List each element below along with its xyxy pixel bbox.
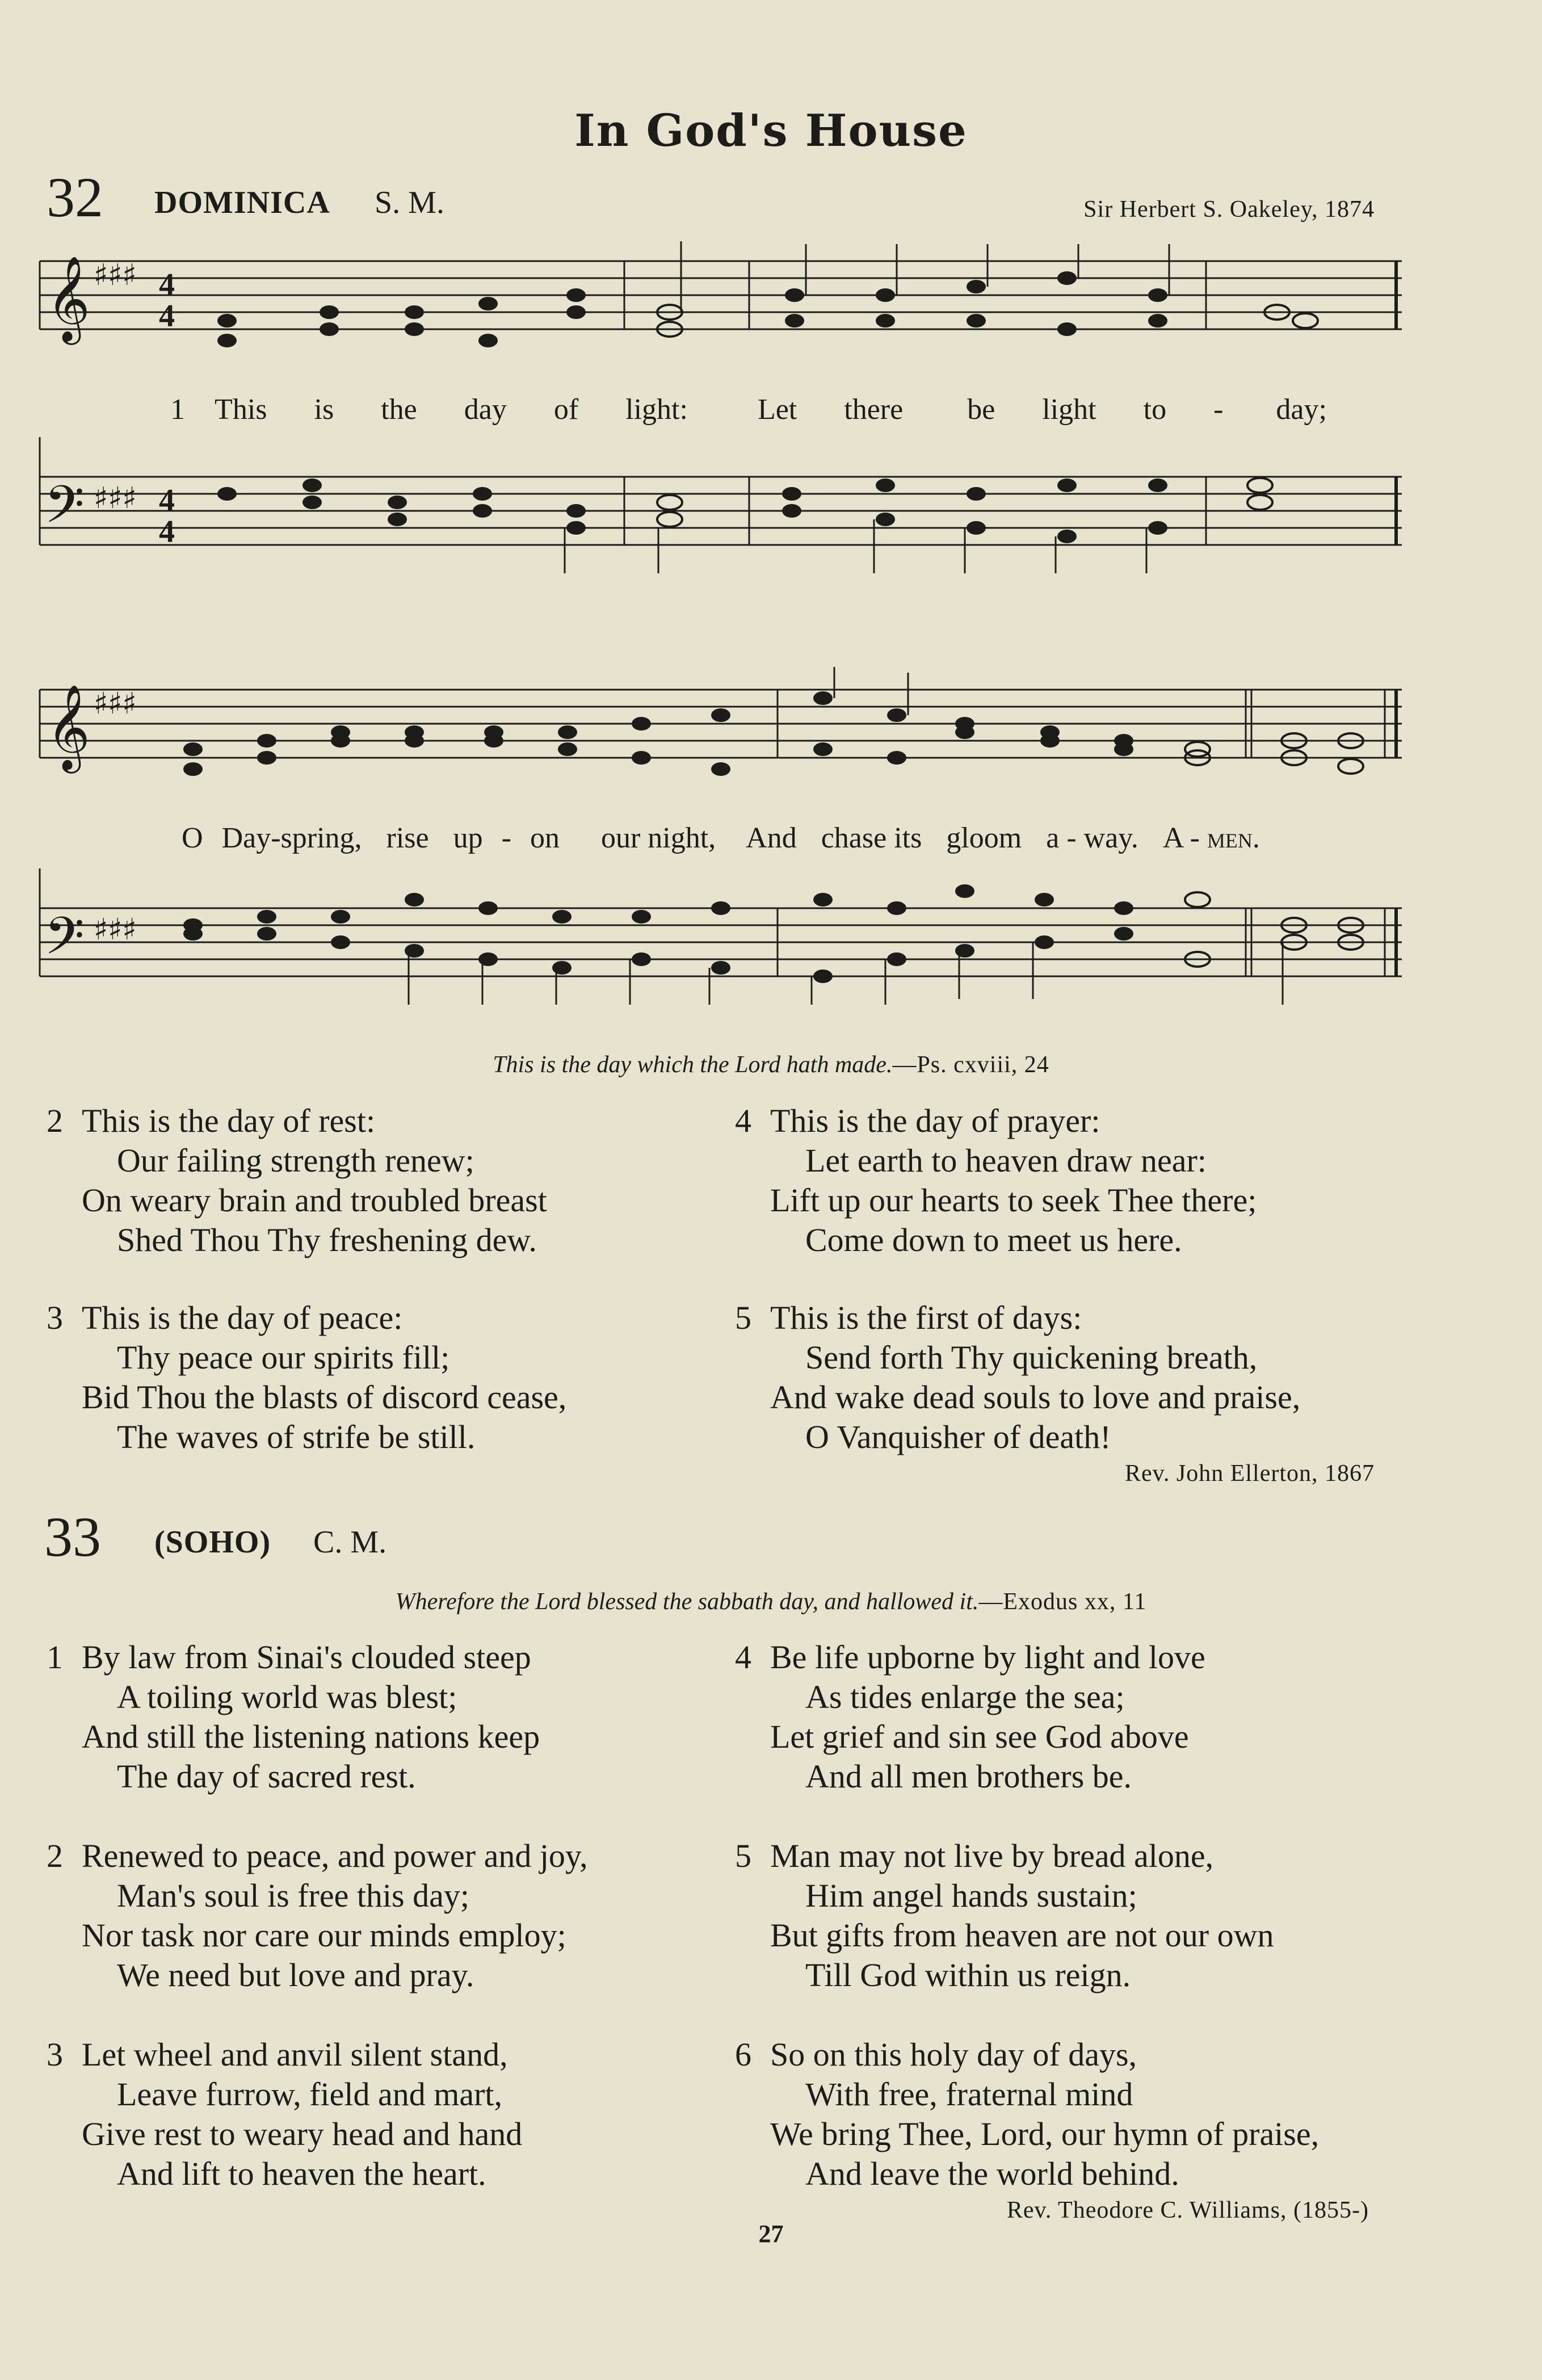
lyric-syllable: up <box>453 822 483 854</box>
svg-text:♯♯♯: ♯♯♯ <box>94 913 137 947</box>
verse-line: Leave furrow, field and mart, <box>117 2076 503 2113</box>
verse-line: This is the first of days: <box>770 1299 1082 1336</box>
verse-line: O Vanquisher of death! <box>805 1418 1111 1455</box>
svg-text:♯♯♯: ♯♯♯ <box>94 258 137 292</box>
lyric-syllable: gloom <box>946 822 1022 854</box>
verse-line: Renewed to peace, and power and joy, <box>82 1837 588 1874</box>
verse-line: Be life upborne by light and love <box>770 1639 1205 1676</box>
hymn-32-verse-2 <box>47 1101 547 1260</box>
verse-line: With free, fraternal mind <box>805 2076 1133 2113</box>
lyric-syllable: the <box>381 393 417 426</box>
hymn-33-verse-3 <box>47 2035 522 2194</box>
verse-line: But gifts from heaven are not our own <box>770 1917 1274 1954</box>
hymn-32-verse-3 <box>47 1298 566 1457</box>
hymn-33-verse-2 <box>47 1836 588 1995</box>
verse-line: The day of sacred rest. <box>117 1758 416 1795</box>
hymn-32-lyrics-line-2 <box>182 821 1260 855</box>
lyric-syllable: be <box>967 393 995 426</box>
svg-text:4: 4 <box>159 483 175 518</box>
verse-line: Send forth Thy quickening breath, <box>805 1339 1258 1376</box>
verse-line: As tides enlarge the sea; <box>805 1678 1125 1715</box>
verse-line: Let earth to heaven draw near: <box>805 1142 1207 1179</box>
lyric-syllable: light: <box>625 393 688 426</box>
verse-line: On weary brain and troubled breast <box>82 1182 547 1219</box>
system-1-treble-staff <box>0 238 1542 375</box>
hymn-33-verse-5 <box>735 1836 1274 1995</box>
verse-line: The waves of strife be still. <box>117 1418 476 1455</box>
verse-line: By law from Sinai's clouded steep <box>82 1639 531 1676</box>
hymn-33-verse-4 <box>735 1638 1205 1796</box>
verse-line: A toiling world was blest; <box>117 1678 457 1715</box>
lyric-syllable: A - men. <box>1162 822 1260 854</box>
verse-number: 6 <box>735 2036 751 2073</box>
verse-line: Shed Thou Thy freshening dew. <box>117 1222 537 1258</box>
lyric-syllable: chase its <box>821 822 922 854</box>
hymn-33-meter: C. M. <box>313 1525 387 1560</box>
hymn-33-tune-name: (SOHO) <box>154 1525 271 1560</box>
hymn-32-scripture <box>0 1051 1542 1078</box>
verse-line: Nor task nor care our minds employ; <box>82 1917 566 1954</box>
lyric-syllable: of <box>553 393 579 426</box>
hymn-32-verse-4 <box>735 1101 1257 1260</box>
svg-text:𝄢: 𝄢 <box>44 906 85 979</box>
lyric-syllable: our night, <box>600 822 716 854</box>
verse-line: Man may not live by bread alone, <box>770 1837 1214 1874</box>
svg-text:♯♯♯: ♯♯♯ <box>94 687 137 721</box>
running-title: In God's House <box>574 105 968 157</box>
hymn-32-author: Rev. John Ellerton, 1867 <box>1124 1460 1375 1487</box>
lyric-syllable: Let <box>757 393 797 426</box>
hymn-33-verse-1 <box>47 1638 540 1796</box>
verse-number: 4 <box>735 1102 751 1139</box>
verse-line: This is the day of rest: <box>82 1102 376 1139</box>
svg-text:𝄞: 𝄞 <box>47 255 90 341</box>
scripture-text: Wherefore the Lord blessed the sabbath day, and hallowed it. <box>395 1589 979 1615</box>
lyric-syllable: there <box>844 393 904 426</box>
hymn-32-tune-name: DOMINICA <box>154 185 330 220</box>
hymn-32-lyrics-line-1 <box>170 393 1327 426</box>
hymn-32-verse-5 <box>735 1298 1300 1457</box>
verse-line: Let wheel and anvil silent stand, <box>82 2036 508 2073</box>
verse-line: Thy peace our spirits fill; <box>117 1339 450 1376</box>
hymn-33-author: Rev. Theodore C. Williams, (1855-) <box>1006 2197 1369 2223</box>
verse-line: Let grief and sin see God above <box>770 1718 1189 1755</box>
hymn-33-verse-6 <box>735 2035 1319 2194</box>
verse-line: Our failing strength renew; <box>117 1142 474 1179</box>
lyric-syllable: - <box>501 822 511 854</box>
verse-line: And lift to heaven the heart. <box>117 2155 486 2192</box>
system-2-treble-staff <box>0 667 1542 803</box>
verse-number: 3 <box>47 1299 63 1336</box>
verse-line: We need but love and pray. <box>117 1957 474 1993</box>
scripture-text: This is the day which the Lord hath made. <box>493 1052 893 1078</box>
page-number: 27 <box>758 2220 784 2248</box>
verse-line: This is the day of peace: <box>82 1299 403 1336</box>
verse-line: We bring Thee, Lord, our hymn of praise, <box>770 2115 1320 2152</box>
verse-line: So on this holy day of days, <box>770 2036 1137 2073</box>
system-1-bass-staff <box>0 437 1542 573</box>
verse-line: Him angel hands sustain; <box>805 1877 1137 1914</box>
lyric-syllable: rise <box>386 822 429 854</box>
verse-line: Man's soul is free this day; <box>117 1877 469 1914</box>
verse-number: 2 <box>47 1837 63 1874</box>
lyric-syllable: 1 This <box>170 393 267 426</box>
svg-text:4: 4 <box>159 514 175 549</box>
verse-number: 4 <box>735 1639 751 1676</box>
lyric-syllable: light <box>1042 393 1096 426</box>
verse-line: Lift up our hearts to seek Thee there; <box>770 1182 1257 1219</box>
verse-line: Give rest to weary head and hand <box>82 2115 523 2152</box>
svg-text:𝄞: 𝄞 <box>47 683 90 770</box>
verse-line: And leave the world behind. <box>805 2155 1179 2192</box>
scripture-reference: —Ps. cxviii, 24 <box>892 1052 1049 1078</box>
lyric-syllable: on <box>530 822 560 854</box>
svg-text:4: 4 <box>159 299 175 334</box>
svg-text:4: 4 <box>159 267 175 303</box>
verse-number: 1 <box>47 1639 63 1676</box>
verse-line: This is the day of prayer: <box>770 1102 1100 1139</box>
lyric-syllable: day; <box>1276 393 1327 426</box>
verse-line: Bid Thou the blasts of discord cease, <box>82 1379 567 1416</box>
verse-line: And all men brothers be. <box>805 1758 1132 1795</box>
hymn-33-number: 33 <box>44 1505 101 1568</box>
lyric-syllable: O <box>182 822 203 854</box>
lyric-syllable: to <box>1143 393 1167 426</box>
hymn-32-number: 32 <box>47 166 103 229</box>
hymn-32-composer: Sir Herbert S. Oakeley, 1874 <box>1083 196 1375 223</box>
svg-text:♯♯♯: ♯♯♯ <box>94 481 137 515</box>
verse-line: Come down to meet us here. <box>805 1222 1182 1258</box>
lyric-syllable: a - way. <box>1046 822 1138 854</box>
verse-number: 5 <box>735 1837 751 1874</box>
verse-line: And still the listening nations keep <box>82 1718 540 1755</box>
scripture-reference: —Exodus xx, 11 <box>978 1589 1147 1615</box>
lyric-syllable: is <box>314 393 334 426</box>
verse-number: 3 <box>47 2036 63 2073</box>
hymn-33-scripture <box>0 1588 1542 1615</box>
hymn-32-meter: S. M. <box>375 185 444 220</box>
verse-line: Till God within us reign. <box>805 1957 1131 1993</box>
lyric-syllable: - <box>1213 393 1224 426</box>
verse-number: 5 <box>735 1299 751 1336</box>
svg-text:𝄢: 𝄢 <box>44 475 85 547</box>
lyric-syllable: Day-spring, <box>221 822 362 854</box>
lyric-syllable: And <box>746 822 797 854</box>
verse-line: And wake dead souls to love and praise, <box>770 1379 1301 1416</box>
verse-number: 2 <box>47 1102 63 1139</box>
system-2-bass-staff <box>0 868 1542 1005</box>
lyric-syllable: day <box>464 393 507 426</box>
